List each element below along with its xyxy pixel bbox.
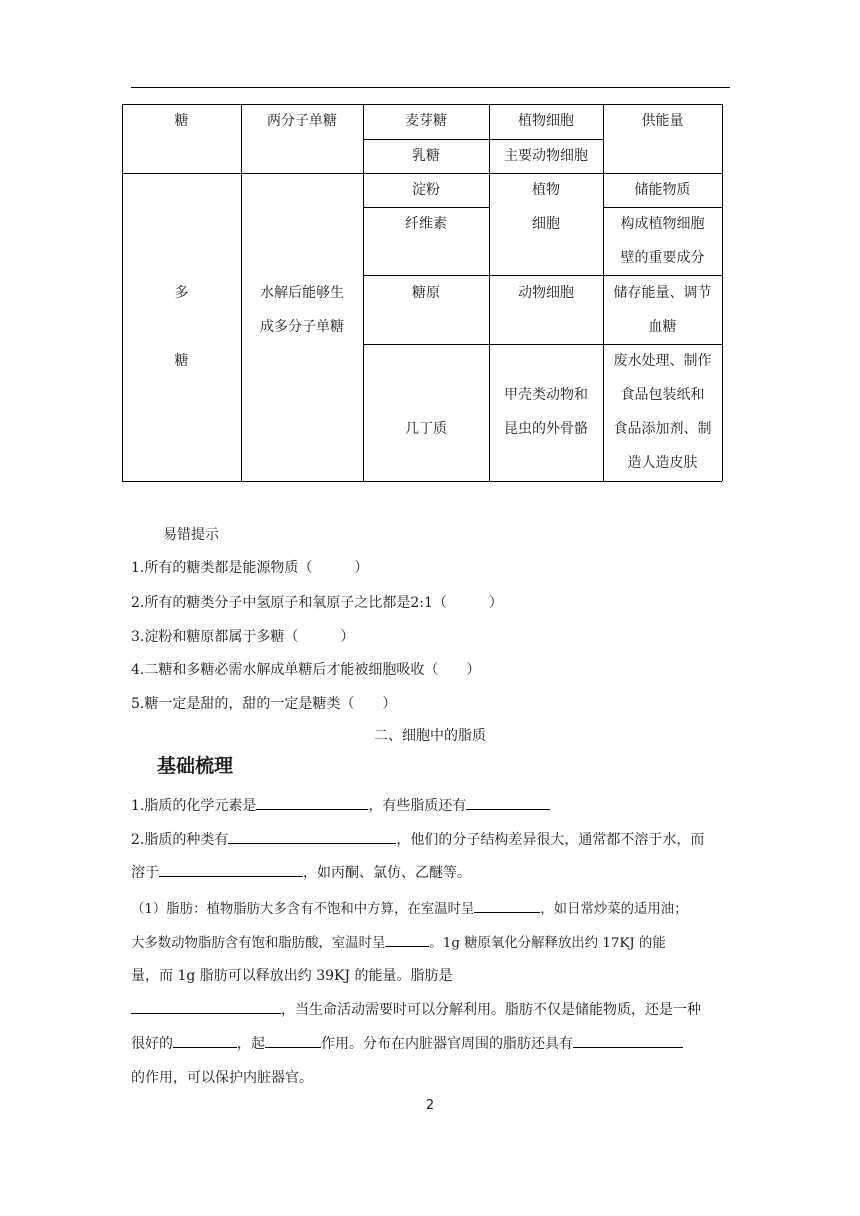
cell-item: 纤维素 xyxy=(405,216,447,232)
cell-category: 多 xyxy=(174,285,189,301)
text-line xyxy=(131,1033,683,1053)
tip-item: 4.二糖和多糖必需水解成单糖后才能被细胞吸收（ ） xyxy=(131,662,481,678)
table-border-right xyxy=(722,104,723,481)
header-rule xyxy=(131,87,730,88)
text-segment: 大多数动物脂肪含有饱和脂肪酸，室温时呈 xyxy=(131,936,386,951)
text-line: 的作用，可以保护内脏器官。 xyxy=(131,1070,313,1086)
cell-function: 食品包装纸和 xyxy=(620,387,705,403)
text-segment: ，他们的分子结构差异很大，通常都不溶于水，而 xyxy=(396,832,705,848)
tip-item: 5.糖一定是甜的，甜的一定是糖类（ ） xyxy=(131,696,397,712)
text-segment: 很好的 xyxy=(131,1036,173,1052)
cell-location: 植物细胞 xyxy=(518,113,574,129)
fill-blank[interactable] xyxy=(159,862,303,877)
section-heading: 基础梳理 xyxy=(157,755,234,777)
section-title: 二、细胞中的脂质 xyxy=(374,728,486,744)
cell-function: 储存能量、调节 xyxy=(613,285,712,301)
cell-location: 细胞 xyxy=(532,216,560,232)
cell-function: 供能量 xyxy=(641,113,684,129)
fill-blank[interactable] xyxy=(173,1033,237,1048)
tips-title: 易错提示 xyxy=(163,527,219,543)
cell-function: 造人造皮肤 xyxy=(627,455,698,471)
text-line xyxy=(131,932,666,951)
cell-item: 几丁质 xyxy=(405,421,447,437)
text-segment: （1）脂肪：植物脂肪大多含有不饱和中方算，在室温时呈 xyxy=(131,902,475,917)
text-line xyxy=(131,829,704,849)
text-line xyxy=(131,898,688,917)
text-segment: ，如日常炒菜的适用油； xyxy=(540,902,688,917)
tip-item: 1.所有的糖类都是能源物质（ ） xyxy=(131,560,369,576)
fill-blank[interactable] xyxy=(466,795,550,810)
cell-item: 麦芽糖 xyxy=(405,113,447,129)
fill-blank[interactable] xyxy=(573,1033,683,1048)
text-segment: ，如丙酮、氯仿、乙醚等。 xyxy=(303,865,471,881)
cell-type: 两分子单糖 xyxy=(267,113,337,129)
cell-function: 废水处理、制作 xyxy=(613,353,712,369)
text-segment: 溶于 xyxy=(131,865,159,881)
fill-blank[interactable] xyxy=(385,932,429,947)
cell-category: 糖 xyxy=(174,113,189,129)
cell-location: 甲壳类动物和 xyxy=(504,387,588,403)
text-segment: 作用。分布在内脏器官周围的脂肪还具有 xyxy=(321,1036,573,1052)
text-segment: ，起 xyxy=(237,1036,265,1052)
text-segment: ，有些脂质还有 xyxy=(368,798,467,814)
cell-item: 乳糖 xyxy=(412,148,440,164)
fill-blank[interactable] xyxy=(131,999,281,1014)
cell-item: 淀粉 xyxy=(412,182,440,198)
cell-location: 主要动物细胞 xyxy=(504,148,588,164)
cell-function: 壁的重要成分 xyxy=(620,250,705,266)
cell-item: 糖原 xyxy=(412,285,440,301)
text-line: 量，而 1g 脂肪可以释放出约 39KJ 的能量。脂肪是 xyxy=(131,968,453,984)
cell-function: 构成植物细胞 xyxy=(620,216,705,232)
cell-function: 血糖 xyxy=(648,319,677,335)
text-line xyxy=(131,795,550,815)
text-segment: 1.脂质的化学元素是 xyxy=(131,798,257,814)
fill-blank[interactable] xyxy=(265,1033,321,1048)
cell-location: 植物 xyxy=(532,182,560,198)
cell-category: 糖 xyxy=(174,353,189,369)
cell-location: 动物细胞 xyxy=(518,285,574,301)
text-segment: ，当生命活动需要时可以分解利用。脂肪不仅是储能物质，还是一种 xyxy=(281,1002,701,1018)
cell-location: 昆虫的外骨骼 xyxy=(504,421,588,437)
cell-function: 食品添加剂、制 xyxy=(613,421,712,437)
cell-type: 成多分子单糖 xyxy=(260,319,344,335)
fill-blank[interactable] xyxy=(474,898,540,913)
tip-item: 3.淀粉和糖原都属于多糖（ ） xyxy=(131,629,355,645)
text-segment: 。1g 糖原氧化分解释放出约 17KJ 的能 xyxy=(429,936,666,951)
text-segment: 2.脂质的种类有 xyxy=(131,832,229,848)
text-line xyxy=(131,862,471,882)
fill-blank[interactable] xyxy=(256,795,368,810)
sugar-table xyxy=(122,104,722,481)
page-number: 2 xyxy=(425,1098,435,1113)
cell-function: 储能物质 xyxy=(634,182,691,198)
text-line xyxy=(131,999,701,1019)
fill-blank[interactable] xyxy=(228,829,396,844)
table-border-bottom xyxy=(122,481,722,482)
tip-item: 2.所有的糖类分子中氢原子和氧原子之比都是2:1（ ） xyxy=(131,595,503,611)
cell-type: 水解后能够生 xyxy=(260,285,344,301)
